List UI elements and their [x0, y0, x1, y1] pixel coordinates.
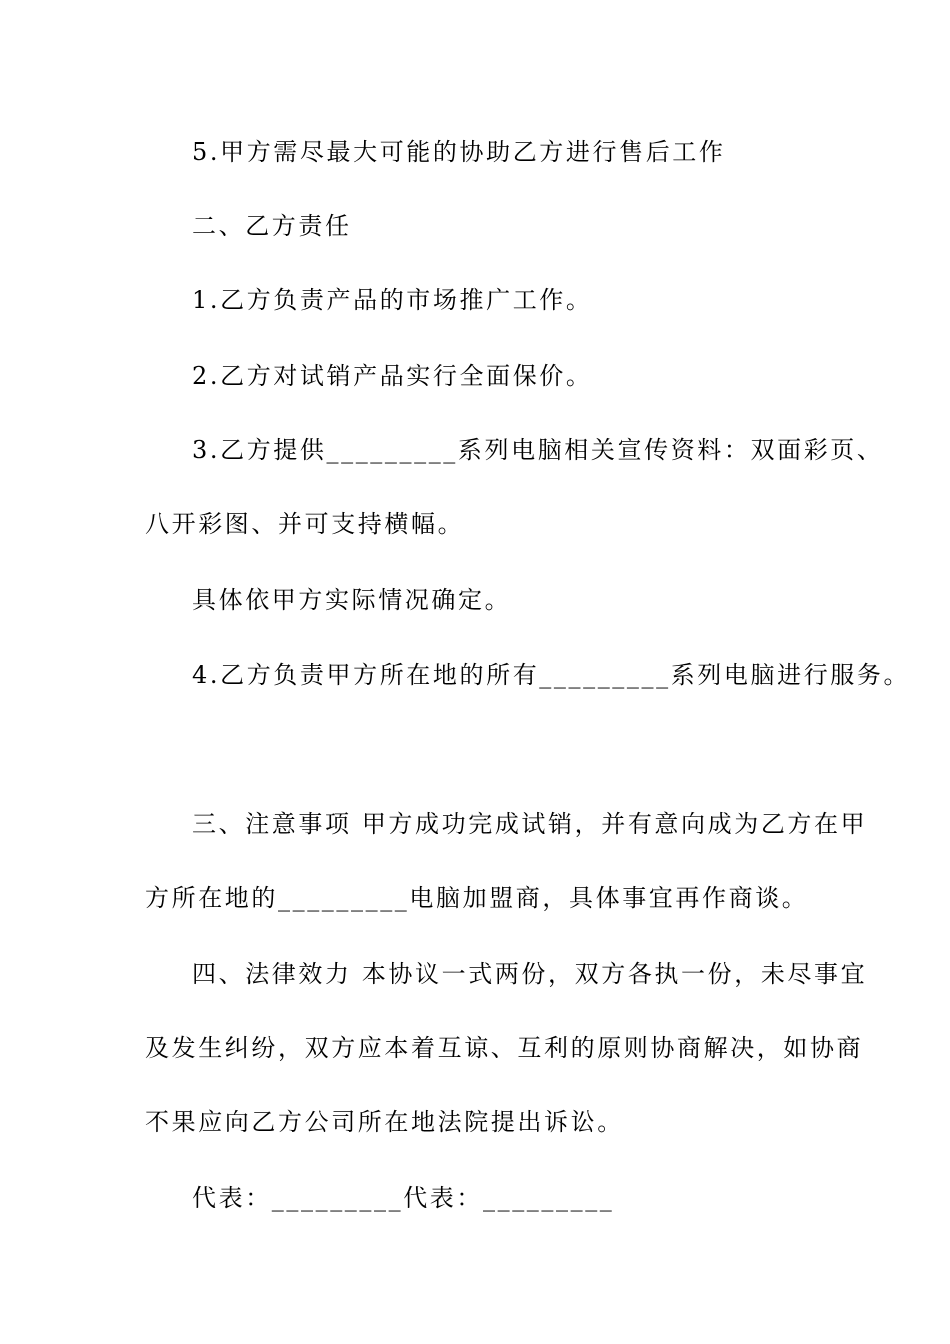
clause-party-b-3-line2: 八开彩图、并可支持横幅。	[145, 510, 465, 538]
signature-line: 代表：_________代表：_________	[192, 1184, 615, 1212]
section-legal-line1: 四、法律效力 本协议一式两份，双方各执一份，未尽事宜	[192, 960, 868, 988]
clause-party-b-3-note: 具体依甲方实际情况确定。	[192, 586, 512, 614]
section-heading-party-b: 二、乙方责任	[192, 212, 352, 240]
section-legal-line3: 不果应向乙方公司所在地法院提出诉讼。	[145, 1108, 624, 1136]
section-notes-line2: 方所在地的_________电脑加盟商，具体事宜再作商谈。	[145, 884, 809, 912]
clause-party-b-2: 2.乙方对试销产品实行全面保价。	[192, 362, 593, 390]
clause-party-b-3-line1: 3.乙方提供_________系列电脑相关宣传资料：双面彩页、	[192, 436, 884, 464]
clause-party-b-1: 1.乙方负责产品的市场推广工作。	[192, 286, 593, 314]
clause-party-b-4: 4.乙方负责甲方所在地的所有_________系列电脑进行服务。	[192, 661, 911, 689]
clause-party-a-5: 5.甲方需尽最大可能的协助乙方进行售后工作	[192, 138, 726, 166]
section-legal-line2: 及发生纠纷，双方应本着互谅、互利的原则协商解决，如协商	[145, 1034, 864, 1062]
section-notes-line1: 三、注意事项 甲方成功完成试销，并有意向成为乙方在甲	[192, 810, 868, 838]
